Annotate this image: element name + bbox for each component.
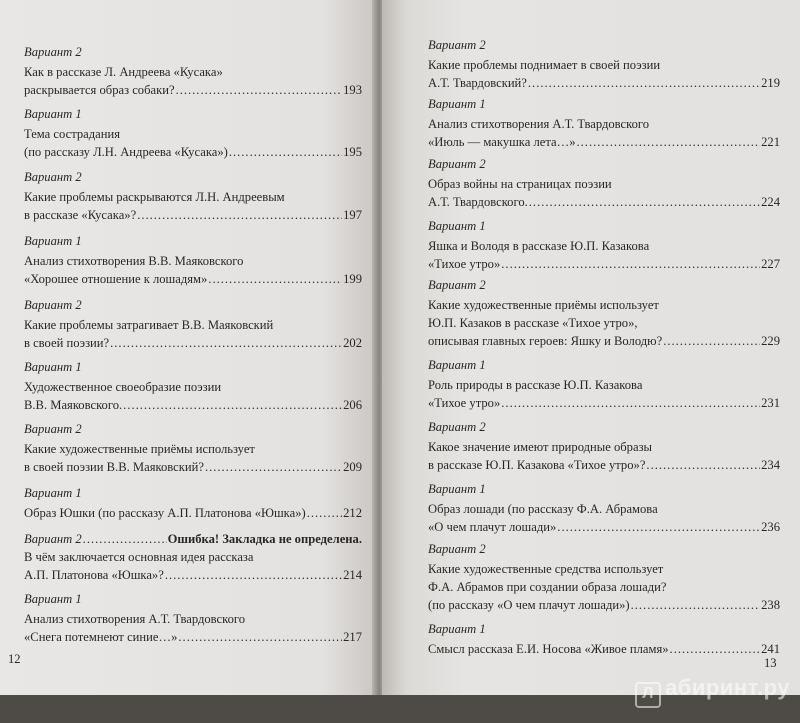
variant-label: Вариант 1 bbox=[428, 358, 486, 372]
entry-last-line bbox=[428, 332, 780, 350]
entry-last-line bbox=[24, 566, 362, 584]
leader-dots bbox=[557, 518, 760, 536]
entry-title-line: Образ Юшки (по рассказу А.П. Платонова «Юшка») bbox=[24, 506, 306, 520]
page-ref: 193 bbox=[343, 83, 362, 97]
entry-last-line bbox=[24, 334, 362, 352]
page-ref: 231 bbox=[761, 396, 780, 410]
variant-label: Вариант 2 bbox=[428, 542, 486, 556]
toc-entry bbox=[24, 296, 362, 352]
variant-label: Вариант 1 bbox=[428, 482, 486, 496]
page-ref: 219 bbox=[761, 76, 780, 90]
entry-last-line bbox=[428, 74, 780, 92]
toc-entry bbox=[428, 276, 780, 350]
entry-title-line: Как в рассказе Л. Андреева «Кусака» bbox=[24, 65, 223, 79]
entry-last-line bbox=[24, 458, 362, 476]
leader-dots bbox=[501, 394, 760, 412]
variant-error-row bbox=[24, 530, 362, 548]
entry-last-line bbox=[428, 456, 780, 474]
entry-last-line bbox=[24, 628, 362, 646]
variant-label: Вариант 2 bbox=[428, 38, 486, 52]
entry-title-line: Какие художественные приёмы использует bbox=[428, 298, 659, 312]
entry-title-line: описывая главных героев: Яшку и Володю? bbox=[428, 334, 663, 348]
entry-last-line bbox=[428, 640, 780, 658]
page-ref: 206 bbox=[343, 398, 362, 412]
leader-dots bbox=[165, 566, 342, 584]
toc-entry bbox=[24, 420, 362, 476]
page-ref: 212 bbox=[343, 506, 362, 520]
entry-title-line: Какие проблемы поднимает в своей поэзии bbox=[428, 58, 661, 72]
toc-entry bbox=[24, 358, 362, 414]
labirint-logo-icon: Л bbox=[635, 682, 661, 708]
variant-label: Вариант 1 bbox=[24, 360, 82, 374]
page-ref: 229 bbox=[761, 334, 780, 348]
variant-label: Вариант 1 bbox=[428, 622, 486, 636]
variant-label: Вариант 1 bbox=[24, 234, 82, 248]
variant-label: Вариант 2 bbox=[24, 532, 82, 546]
entry-title-line: Образ войны на страницах поэзии bbox=[428, 177, 612, 191]
entry-last-line bbox=[24, 143, 362, 161]
leader-dots bbox=[137, 206, 342, 224]
page-ref: 217 bbox=[343, 630, 362, 644]
entry-last-line bbox=[24, 504, 362, 522]
leader-dots bbox=[663, 332, 760, 350]
page-ref: 241 bbox=[761, 642, 780, 656]
entry-title-line: А.Т. Твардовского. bbox=[428, 195, 528, 209]
leader-dots bbox=[501, 255, 760, 273]
entry-title-line: Яшка и Володя в рассказе Ю.П. Казакова bbox=[428, 239, 650, 253]
entry-title-line: Художественное своеобразие поэзии bbox=[24, 380, 222, 394]
page-ref: 238 bbox=[761, 598, 780, 612]
entry-title-line: в рассказе Ю.П. Казакова «Тихое утро»? bbox=[428, 458, 646, 472]
toc-entry bbox=[428, 155, 780, 211]
entry-title-line: (по рассказу «О чем плачут лошади») bbox=[428, 598, 630, 612]
page-ref: 224 bbox=[761, 195, 780, 209]
toc-entry bbox=[24, 43, 362, 99]
entry-title-line: В чём заключается основная идея рассказа bbox=[24, 550, 254, 564]
leader-dots bbox=[528, 74, 760, 92]
toc-entry bbox=[428, 540, 780, 614]
toc-entry bbox=[24, 530, 362, 584]
page-ref: 209 bbox=[343, 460, 362, 474]
toc-entry bbox=[24, 232, 362, 288]
leader-dots bbox=[577, 133, 761, 151]
entry-last-line bbox=[428, 394, 780, 412]
leader-dots bbox=[670, 640, 761, 658]
entry-last-line bbox=[428, 596, 780, 614]
entry-last-line bbox=[24, 270, 362, 288]
toc-entry bbox=[428, 620, 780, 658]
leader-dots bbox=[229, 143, 342, 161]
leader-dots bbox=[110, 334, 342, 352]
error-text: Ошибка! Закладка не определена. bbox=[167, 532, 362, 546]
variant-label: Вариант 2 bbox=[24, 45, 82, 59]
variant-label: Вариант 2 bbox=[428, 420, 486, 434]
entry-title-line: А.П. Платонова «Юшка»? bbox=[24, 568, 164, 582]
entry-title-line: Тема сострадания bbox=[24, 127, 121, 141]
toc-entry bbox=[428, 95, 780, 151]
toc-entry bbox=[428, 480, 780, 536]
leader-dots bbox=[123, 396, 342, 414]
entry-last-line bbox=[428, 518, 780, 536]
entry-title-line: Анализ стихотворения А.Т. Твардовского bbox=[24, 612, 246, 626]
entry-title-line: Анализ стихотворения В.В. Маяковского bbox=[24, 254, 244, 268]
page-ref: 199 bbox=[343, 272, 362, 286]
page-ref: 234 bbox=[761, 458, 780, 472]
entry-title-line: «Тихое утро» bbox=[428, 396, 501, 410]
entry-title-line: раскрывается образ собаки? bbox=[24, 83, 175, 97]
watermark bbox=[635, 675, 790, 708]
leader-dots bbox=[83, 530, 167, 548]
entry-last-line bbox=[428, 133, 780, 151]
page-ref: 202 bbox=[343, 336, 362, 350]
page-ref: 236 bbox=[761, 520, 780, 534]
entry-title-line: Какие художественные приёмы использует bbox=[24, 442, 255, 456]
entry-title-line: Какие проблемы затрагивает В.В. Маяковский bbox=[24, 318, 274, 332]
entry-title-line: «Тихое утро» bbox=[428, 257, 501, 271]
entry-title-line: Анализ стихотворения А.Т. Твардовского bbox=[428, 117, 650, 131]
leader-dots bbox=[205, 458, 342, 476]
watermark-text: абиринт.ру bbox=[665, 675, 790, 700]
leader-dots bbox=[178, 628, 342, 646]
entry-title-line: Какие художественные средства использует bbox=[428, 562, 664, 576]
toc-entry bbox=[24, 590, 362, 646]
right-page bbox=[382, 0, 800, 695]
leader-dots bbox=[208, 270, 342, 288]
entry-title-line: (по рассказу Л.Н. Андреева «Кусака») bbox=[24, 145, 228, 159]
variant-label: Вариант 2 bbox=[428, 157, 486, 171]
variant-label: Вариант 1 bbox=[428, 219, 486, 233]
entry-title-line: в рассказе «Кусака»? bbox=[24, 208, 137, 222]
entry-title-line: В.В. Маяковского. bbox=[24, 398, 123, 412]
entry-title-line: Какое значение имеют природные образы bbox=[428, 440, 653, 454]
left-page bbox=[0, 0, 378, 695]
left-page-number: 12 bbox=[8, 652, 21, 666]
entry-title-line: «Июль — макушка лета…» bbox=[428, 135, 576, 149]
variant-label: Вариант 2 bbox=[24, 422, 82, 436]
entry-last-line bbox=[24, 81, 362, 99]
leader-dots bbox=[307, 504, 342, 522]
leader-dots bbox=[176, 81, 343, 99]
leader-dots bbox=[529, 193, 760, 211]
variant-label: Вариант 1 bbox=[24, 592, 82, 606]
entry-title-line: «О чем плачут лошади» bbox=[428, 520, 557, 534]
entry-title-line: Смысл рассказа Е.И. Носова «Живое пламя» bbox=[428, 642, 669, 656]
entry-last-line bbox=[428, 193, 780, 211]
entry-last-line bbox=[24, 206, 362, 224]
entry-title-line: А.Т. Твардовский? bbox=[428, 76, 527, 90]
leader-dots bbox=[631, 596, 761, 614]
variant-label: Вариант 1 bbox=[24, 486, 82, 500]
entry-title-line: в своей поэзии В.В. Маяковский? bbox=[24, 460, 204, 474]
page-ref: 195 bbox=[343, 145, 362, 159]
right-page-number: 13 bbox=[764, 656, 777, 670]
toc-entry bbox=[24, 168, 362, 224]
page-ref: 214 bbox=[343, 568, 362, 582]
entry-last-line bbox=[428, 255, 780, 273]
entry-title-line: «Снега потемнеют синие…» bbox=[24, 630, 178, 644]
toc-entry bbox=[428, 36, 780, 92]
entry-title-line: Роль природы в рассказе Ю.П. Казакова bbox=[428, 378, 643, 392]
entry-last-line bbox=[24, 396, 362, 414]
entry-title-line: Образ лошади (по рассказу Ф.А. Абрамова bbox=[428, 502, 658, 516]
toc-entry bbox=[24, 484, 362, 522]
page-ref: 221 bbox=[761, 135, 780, 149]
variant-label: Вариант 2 bbox=[24, 298, 82, 312]
toc-entry bbox=[428, 418, 780, 474]
entry-title-line: Какие проблемы раскрываются Л.Н. Андреевым bbox=[24, 190, 285, 204]
variant-label: Вариант 1 bbox=[428, 97, 486, 111]
toc-entry bbox=[24, 105, 362, 161]
variant-label: Вариант 2 bbox=[428, 278, 486, 292]
variant-label: Вариант 2 bbox=[24, 170, 82, 184]
page-ref: 227 bbox=[761, 257, 780, 271]
entry-title-line: в своей поэзии? bbox=[24, 336, 110, 350]
entry-title-line: «Хорошее отношение к лошадям» bbox=[24, 272, 208, 286]
toc-entry bbox=[428, 217, 780, 273]
toc-entry bbox=[428, 356, 780, 412]
page-ref: 197 bbox=[343, 208, 362, 222]
entry-title-line: Ф.А. Абрамов при создании образа лошади? bbox=[428, 580, 667, 594]
variant-label: Вариант 1 bbox=[24, 107, 82, 121]
leader-dots bbox=[646, 456, 760, 474]
entry-title-line: Ю.П. Казаков в рассказе «Тихое утро», bbox=[428, 316, 638, 330]
